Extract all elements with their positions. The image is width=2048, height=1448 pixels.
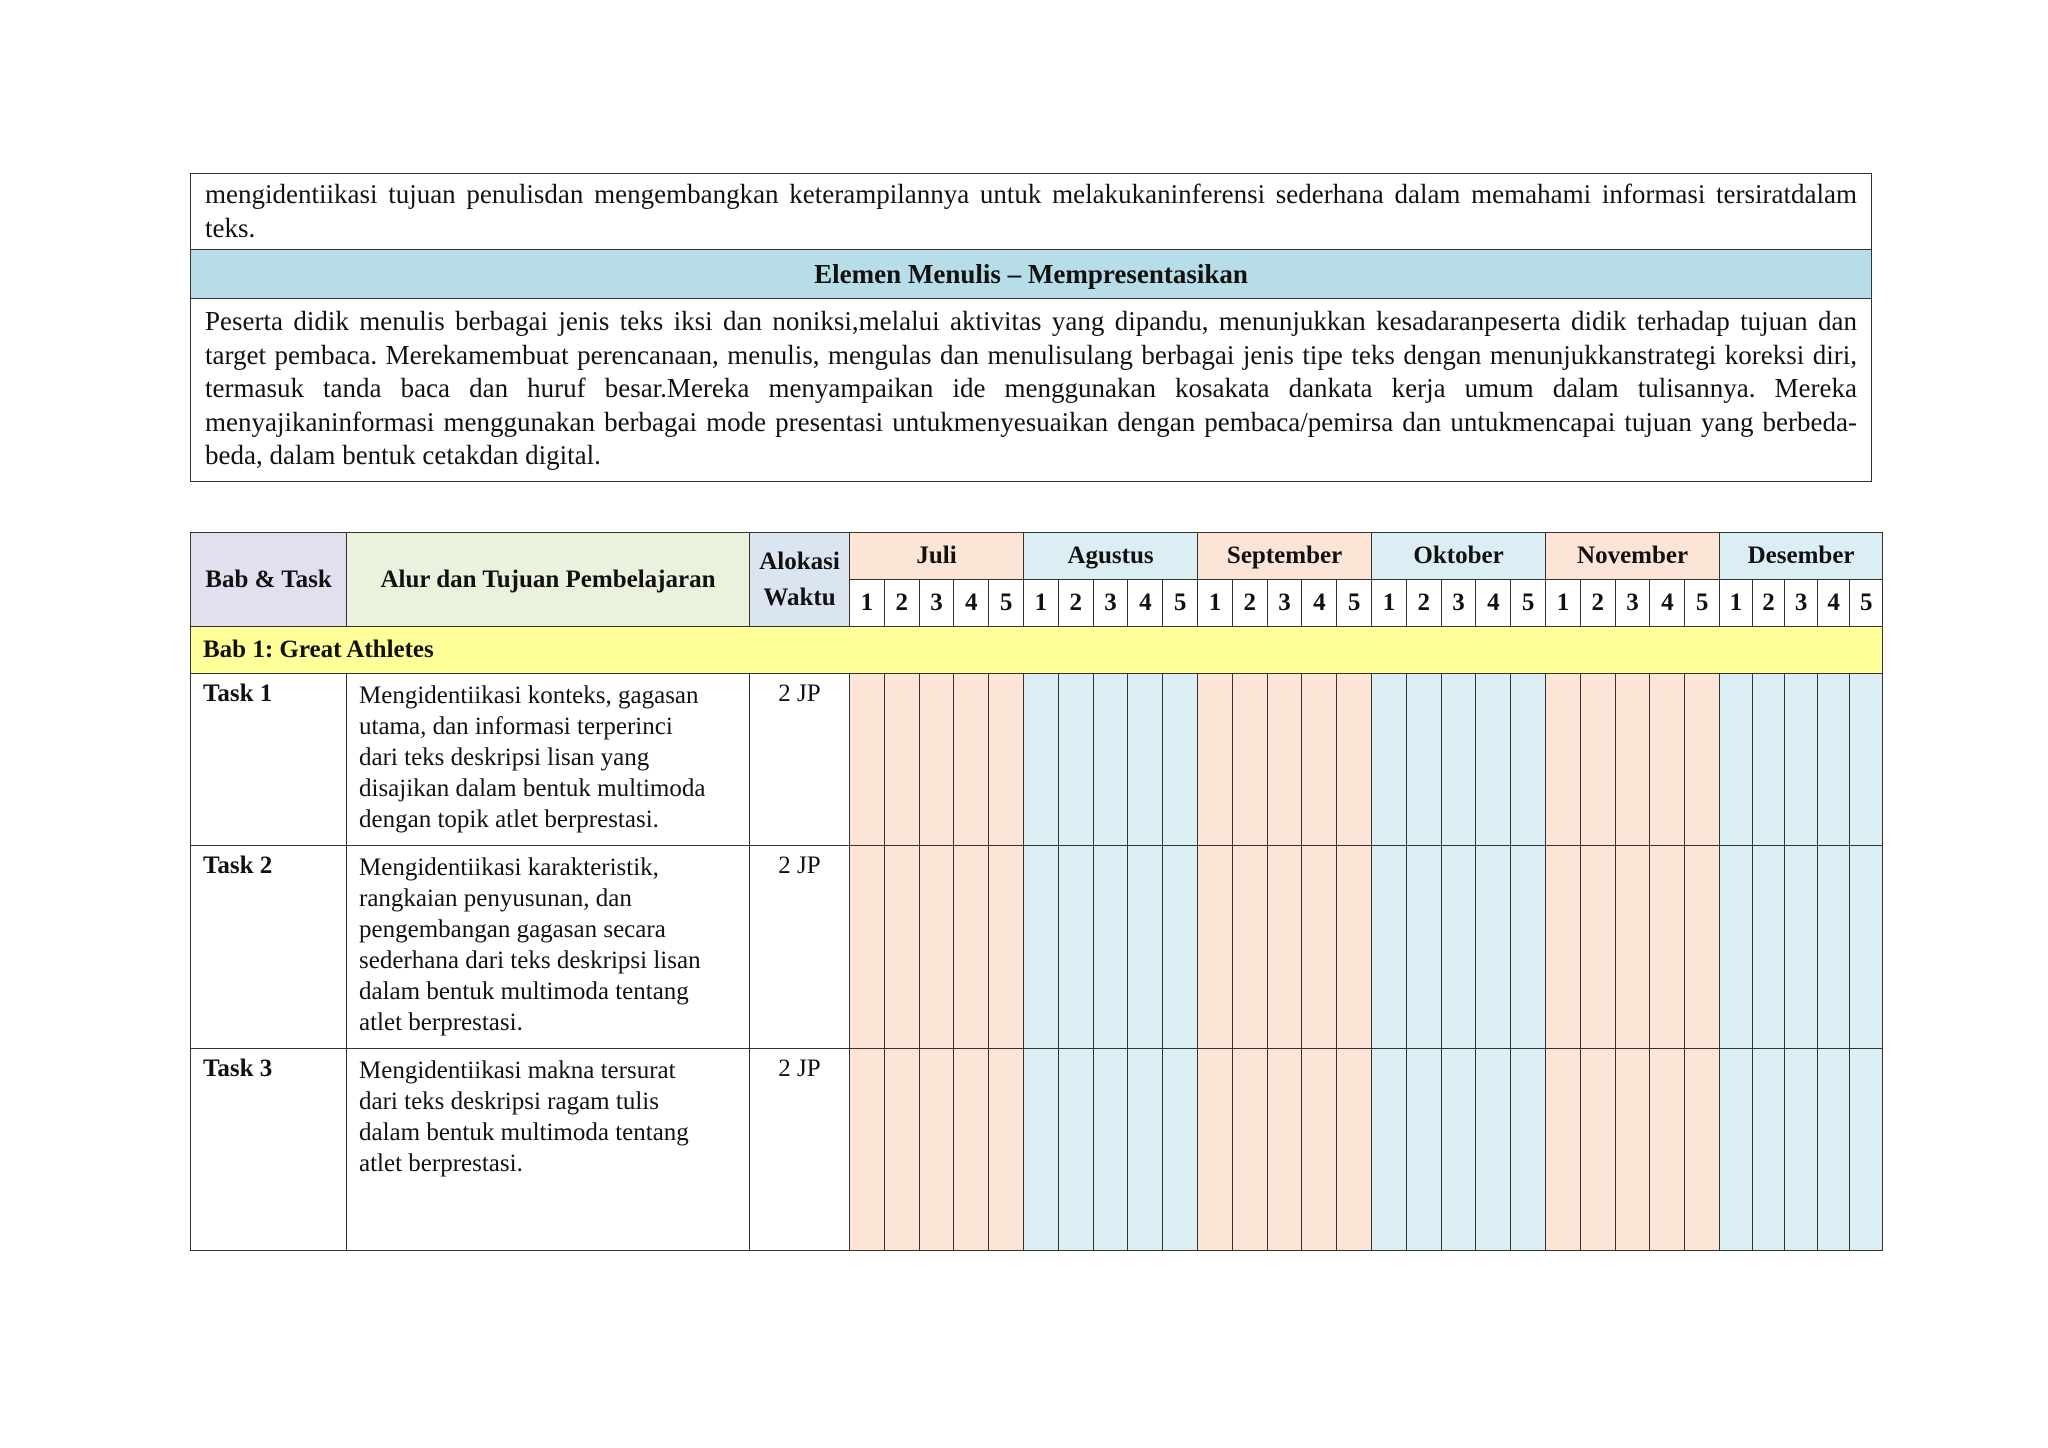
schedule-cell [954,1049,989,1251]
schedule-cell [1128,674,1163,846]
task-name: Task 3 [191,1049,347,1251]
schedule-cell [1580,846,1615,1049]
week-number: 2 [884,580,919,627]
schedule-cell [1441,846,1476,1049]
schedule-cell [884,674,919,846]
week-number: 4 [1476,580,1511,627]
task-description-line: pengembangan gagasan secara [359,916,666,943]
month-header: Desember [1720,533,1883,580]
task-description-line: dalam bentuk multimoda tentang [359,1119,689,1146]
schedule-cell [1058,846,1093,1049]
schedule-cell [1752,846,1785,1049]
week-number: 1 [1024,580,1059,627]
task-description [347,1049,750,1251]
schedule-cell [1163,1049,1198,1251]
week-number: 1 [1372,580,1407,627]
schedule-cell [1850,674,1883,846]
week-number: 1 [1546,580,1581,627]
schedule-cell [1615,846,1650,1049]
schedule-cell [1302,1049,1337,1251]
schedule-cell [1685,674,1720,846]
schedule-cell [1406,1049,1441,1251]
week-number: 1 [850,580,885,627]
schedule-cell [1546,1049,1581,1251]
schedule-cell [1128,846,1163,1049]
schedule-cell [1024,674,1059,846]
schedule-cell [1785,1049,1818,1251]
schedule-cell [1817,846,1850,1049]
schedule-cell [1476,1049,1511,1251]
schedule-cell [1372,674,1407,846]
task-name: Task 1 [191,674,347,846]
task-name: Task 2 [191,846,347,1049]
schedule-cell [1546,674,1581,846]
schedule-cell [989,846,1024,1049]
week-number: 5 [1337,580,1372,627]
element-heading: Elemen Menulis – Mempresentasikan [191,249,1871,299]
week-number: 4 [1302,580,1337,627]
bab-title-row: Bab 1: Great Athletes [191,627,1883,674]
week-number: 5 [1685,580,1720,627]
schedule-cell [1476,846,1511,1049]
schedule-cell [1058,674,1093,846]
schedule-cell [1267,1049,1302,1251]
task-row [191,674,1883,846]
schedule-table [190,532,1883,1251]
schedule-cell [1267,846,1302,1049]
schedule-cell [1685,1049,1720,1251]
header-alokasi-label: Alokasi [759,547,840,575]
week-number: 3 [919,580,954,627]
week-number: 4 [1128,580,1163,627]
schedule-cell [1685,846,1720,1049]
schedule-cell [954,846,989,1049]
schedule-cell [919,674,954,846]
schedule-cell [1232,846,1267,1049]
week-number: 5 [1850,580,1883,627]
week-number: 1 [1720,580,1753,627]
schedule-cell [1024,1049,1059,1251]
schedule-cell [1198,674,1233,846]
task-description-line: atlet berprestasi. [359,1009,523,1036]
schedule-cell [1232,674,1267,846]
month-header: Juli [850,533,1024,580]
schedule-cell [1372,846,1407,1049]
week-number: 5 [1163,580,1198,627]
task-description-line: dalam bentuk multimoda tentang [359,978,689,1005]
task-description-line: atlet berprestasi. [359,1150,523,1177]
task-description-line: sederhana dari teks deskripsi lisan [359,947,701,974]
schedule-cell [1163,846,1198,1049]
schedule-cell [1337,674,1372,846]
schedule-cell [850,846,885,1049]
schedule-cell [1441,1049,1476,1251]
week-number: 5 [989,580,1024,627]
week-number: 3 [1267,580,1302,627]
task-description-line: rangkaian penyusunan, dan [359,885,632,912]
learning-outcomes-box [190,173,1872,482]
task-description-line: Mengidentiikasi makna tersurat [359,1057,676,1084]
schedule-cell [919,1049,954,1251]
schedule-cell [1093,846,1128,1049]
schedule-cell [850,674,885,846]
week-number: 3 [1441,580,1476,627]
header-waktu-label: Waktu [763,583,836,611]
schedule-cell [884,1049,919,1251]
schedule-cell [1785,846,1818,1049]
schedule-cell [1720,674,1753,846]
schedule-cell [1232,1049,1267,1251]
header-alokasi-waktu [750,533,850,627]
month-header: November [1546,533,1720,580]
schedule-cell [1511,846,1546,1049]
schedule-cell [1198,846,1233,1049]
schedule-cell [1128,1049,1163,1251]
schedule-cell [1752,1049,1785,1251]
schedule-cell [1198,1049,1233,1251]
schedule-cell [1817,1049,1850,1251]
schedule-cell [1302,846,1337,1049]
schedule-cell [1337,846,1372,1049]
task-time-allocation: 2 JP [750,1049,850,1251]
month-header: September [1198,533,1372,580]
task-row [191,846,1883,1049]
schedule-cell [1752,674,1785,846]
schedule-cell [1058,1049,1093,1251]
header-bab-task: Bab & Task [191,533,347,627]
task-description-line: dengan topik atlet berprestasi. [359,806,659,833]
schedule-cell [1615,674,1650,846]
schedule-cell [1441,674,1476,846]
schedule-cell [1720,1049,1753,1251]
schedule-cell [1267,674,1302,846]
schedule-cell [1650,1049,1685,1251]
week-number: 2 [1580,580,1615,627]
schedule-cell [1850,846,1883,1049]
schedule-cell [1650,846,1685,1049]
week-number: 2 [1058,580,1093,627]
week-number: 3 [1785,580,1818,627]
writing-outcome-paragraph: Peserta didik menulis berbagai jenis teks iksi dan noniksi,melalui aktivitas yang dipandu, menunjukkan kesadaranpeserta didik terhadap tujuan dan target pembaca. Merekamembuat perencanaan, menulis, mengulas dan menulisulang berbagai jenis tipe teks dengan menunjukkanstrategi koreksi diri, termasuk tanda baca dan huruf besar.Mereka menyampaikan ide menggunakan kosakata dankata kerja umum dalam tulisannya. Mereka menyajikaninformasi menggunakan berbagai mode presentasi untukmenyesuaikan dengan pembaca/pemirsa dan untukmencapai tujuan yang berbeda-beda, dalam bentuk cetakdan digital. [205,306,1857,470]
schedule-cell [1302,674,1337,846]
schedule-cell [1511,1049,1546,1251]
schedule-cell [884,846,919,1049]
week-number: 1 [1198,580,1233,627]
week-number: 2 [1406,580,1441,627]
schedule-cell [1337,1049,1372,1251]
schedule-cell [989,674,1024,846]
schedule-cell [850,1049,885,1251]
schedule-cell [1546,846,1581,1049]
schedule-cell [1615,1049,1650,1251]
week-number: 3 [1615,580,1650,627]
reading-outcome-paragraph: mengidentiikasi tujuan penulisdan mengembangkan keterampilannya untuk melakukaninferensi sederhana dalam memahami informasi tersiratdalam teks. [205,179,1857,243]
header-alur-tujuan: Alur dan Tujuan Pembelajaran [347,533,750,627]
task-time-allocation: 2 JP [750,846,850,1049]
schedule-cell [1163,674,1198,846]
task-description [347,846,750,1049]
task-description [347,674,750,846]
task-description-line: dari teks deskripsi lisan yang [359,744,650,771]
week-number: 3 [1093,580,1128,627]
week-number: 4 [1650,580,1685,627]
week-number: 5 [1511,580,1546,627]
week-number: 2 [1232,580,1267,627]
task-description-line: utama, dan informasi terperinci [359,713,673,740]
schedule-cell [1372,1049,1407,1251]
schedule-cell [1406,846,1441,1049]
schedule-cell [1580,1049,1615,1251]
schedule-cell [1093,674,1128,846]
schedule-cell [1720,846,1753,1049]
schedule-cell [1476,674,1511,846]
schedule-cell [1024,846,1059,1049]
schedule-cell [1785,674,1818,846]
schedule-cell [1093,1049,1128,1251]
schedule-cell [954,674,989,846]
week-number: 4 [954,580,989,627]
task-row [191,1049,1883,1251]
schedule-cell [919,846,954,1049]
week-number: 4 [1817,580,1850,627]
schedule-cell [1580,674,1615,846]
schedule-cell [1650,674,1685,846]
schedule-cell [1817,674,1850,846]
task-description-line: disajikan dalam bentuk multimoda [359,775,706,802]
task-description-line: Mengidentiikasi konteks, gagasan [359,682,699,709]
task-description-line: Mengidentiikasi karakteristik, [359,854,659,881]
week-number: 2 [1752,580,1785,627]
schedule-cell [989,1049,1024,1251]
task-description-line: dari teks deskripsi ragam tulis [359,1088,659,1115]
month-header: Agustus [1024,533,1198,580]
schedule-cell [1406,674,1441,846]
schedule-cell [1850,1049,1883,1251]
task-time-allocation: 2 JP [750,674,850,846]
schedule-cell [1511,674,1546,846]
month-header: Oktober [1372,533,1546,580]
